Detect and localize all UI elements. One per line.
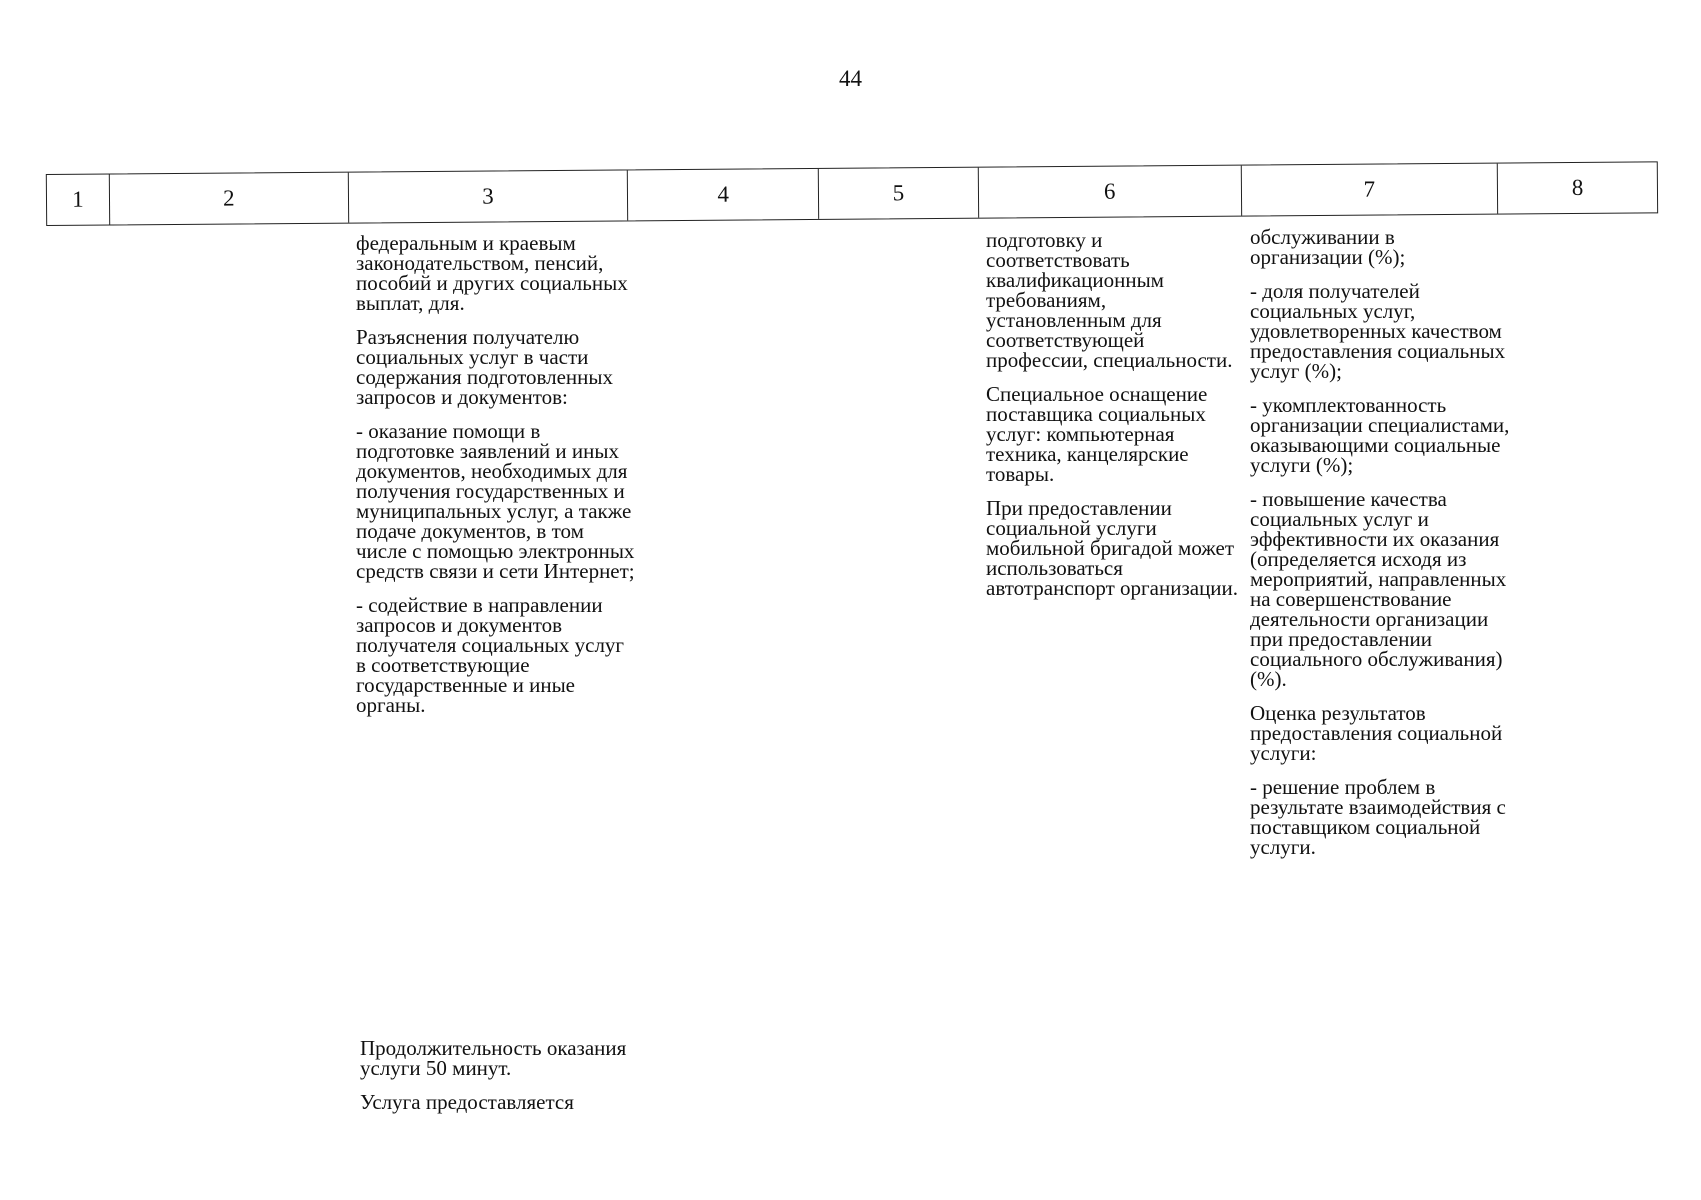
paragraph: При предоставлении социальной услуги мобильной бригадой может использоваться автотранспорт организации.: [986, 496, 1239, 600]
header-col-5: 5: [819, 168, 979, 219]
paragraph: - доля получателей социальных услуг, удовлетворенных качеством предоставления социальных услуг (%);: [1250, 279, 1506, 383]
column-6-text: [986, 230, 1248, 612]
page-number: 44: [839, 66, 862, 91]
column-3-bottom-text: [360, 1038, 630, 1126]
header-col-4: 4: [628, 169, 819, 220]
paragraph: - укомплектованность организации специалистами, оказывающими социальные услуги (%);: [1250, 393, 1510, 477]
paragraph: - повышение качества социальных услуг и эффективности их оказания (определяется исходя из мероприятий, направленных на совершенствование деятельности организации при предоставлении социального обслуживания) (%).: [1250, 487, 1507, 691]
paragraph: Оценка результатов предоставления социальной услуги:: [1250, 701, 1503, 765]
paragraph: - содействие в направлении запросов и документов получателя социальных услуг в соответствующие государственные и иные органы.: [356, 593, 625, 717]
paragraph: Разъяснения получателю социальных услуг в части содержания подготовленных запросов и документов:: [356, 325, 613, 409]
paragraph: - оказание помощи в подготовке заявлений и иных документов, необходимых для получения государственных и муниципальных услуг, а также подаче документов, в том числе с помощью электронных средств связи и сети Интернет;: [356, 419, 635, 583]
paragraph: подготовку и соответствовать квалификационным требованиям, установленным для соответствующей профессии, специальности.: [986, 228, 1233, 372]
column-7-text: [1250, 227, 1512, 871]
header-col-7: 7: [1241, 164, 1498, 216]
paragraph: федеральным и краевым законодательством, пенсий, пособий и других социальных выплат, для.: [356, 231, 628, 315]
column-3-text: [356, 233, 638, 729]
header-col-1: 1: [47, 174, 110, 224]
paragraph: Продолжительность оказания услуги 50 минут.: [360, 1036, 627, 1080]
header-col-8: 8: [1571, 174, 1584, 201]
header-col-6: 6: [979, 166, 1242, 218]
paragraph: обслуживании в организации (%);: [1250, 225, 1406, 269]
table-header-row: [46, 161, 1658, 226]
paragraph: Услуга предоставляется: [360, 1090, 574, 1114]
paragraph: Специальное оснащение поставщика социальных услуг: компьютерная техника, канцелярские товары.: [986, 382, 1208, 486]
header-col-2: 2: [110, 173, 349, 225]
header-col-3: 3: [348, 170, 628, 222]
paragraph: - решение проблем в результате взаимодействия с поставщиком социальной услуги.: [1250, 775, 1506, 859]
